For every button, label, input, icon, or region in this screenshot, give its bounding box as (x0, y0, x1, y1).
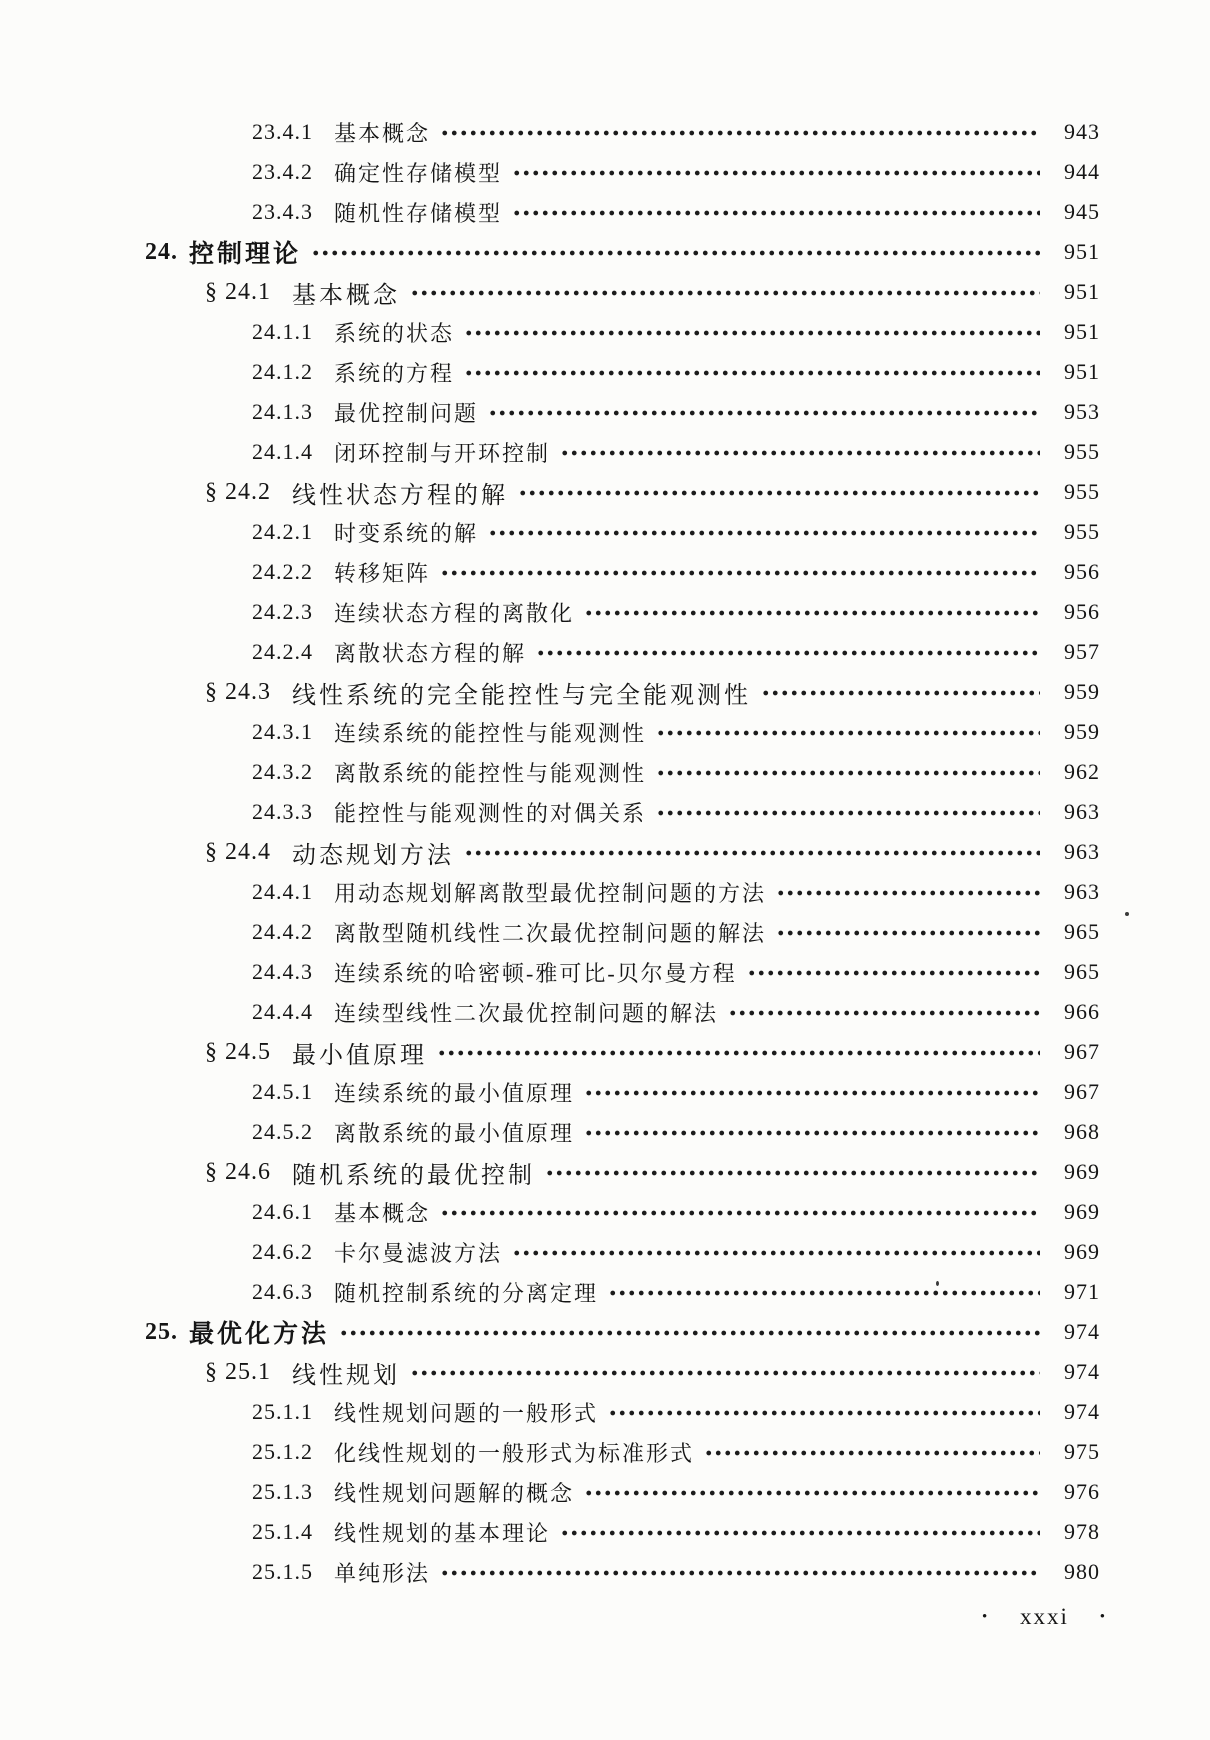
entry-number: 24.6.3 (252, 1279, 313, 1304)
entry-number: § 24.3 (205, 678, 271, 705)
toc-row (0, 912, 1100, 952)
scan-speck (1125, 912, 1129, 916)
toc-row (0, 1392, 1100, 1432)
entry-number: 24.4.2 (252, 919, 313, 944)
entry-number: 25. (145, 1318, 178, 1345)
dot-leader (776, 929, 1040, 937)
entry-title: 确定性存储模型 (334, 160, 503, 186)
dot-leader (560, 1529, 1040, 1537)
entry-page: 943 (1064, 119, 1100, 144)
entry-title: 线性状态方程的解 (292, 482, 508, 509)
dot-leader (464, 849, 1040, 857)
dot-leader (410, 289, 1040, 297)
entry-title: 系统的方程 (334, 360, 455, 386)
toc-row (0, 552, 1100, 592)
entry-page: 967 (1064, 1039, 1100, 1064)
entry-title: 化线性规划的一般形式为标准形式 (334, 1440, 695, 1466)
toc-row (0, 1512, 1100, 1552)
dot-leader (536, 649, 1040, 657)
entry-title: 离散系统的最小值原理 (334, 1120, 575, 1146)
dot-leader (656, 769, 1040, 777)
entry-title: 闭环控制与开环控制 (334, 440, 551, 466)
toc-row (0, 272, 1100, 312)
dot-leader (584, 609, 1040, 617)
entry-page: 980 (1064, 1559, 1100, 1584)
entry-number: § 24.2 (205, 478, 271, 505)
entry-page: 969 (1064, 1239, 1100, 1264)
dot-leader (440, 1209, 1040, 1217)
dot-leader (311, 249, 1040, 257)
toc-row (0, 1432, 1100, 1472)
entry-number: 23.4.1 (252, 119, 313, 144)
entry-title: 最优控制问题 (334, 400, 479, 426)
toc-row (0, 952, 1100, 992)
dot-leader (464, 329, 1040, 337)
toc-row (0, 1352, 1100, 1392)
toc-list (0, 112, 1100, 1592)
entry-number: 24.3.2 (252, 759, 313, 784)
entry-page: 974 (1064, 1399, 1100, 1424)
entry-title: 基本概念 (292, 282, 400, 309)
entry-title: 卡尔曼滤波方法 (334, 1240, 503, 1266)
toc-row (0, 832, 1100, 872)
entry-number: 24.2.2 (252, 559, 313, 584)
entry-number: 24.1.1 (252, 319, 313, 344)
entry-title: 控制理论 (189, 241, 302, 268)
entry-page: 967 (1064, 1079, 1100, 1104)
entry-number: § 25.1 (205, 1358, 271, 1385)
entry-number: 24.4.4 (252, 999, 313, 1024)
entry-page: 956 (1064, 559, 1100, 584)
entry-title: 转移矩阵 (334, 560, 431, 586)
dot-leader (656, 729, 1040, 737)
entry-page: 965 (1064, 919, 1100, 944)
entry-page: 955 (1064, 519, 1100, 544)
entry-page: 969 (1064, 1159, 1100, 1184)
entry-title: 能控性与能观测性的对偶关系 (334, 800, 647, 826)
dot-leader (728, 1009, 1040, 1017)
entry-page: 974 (1064, 1359, 1100, 1384)
dot-leader (339, 1329, 1040, 1337)
toc-row (0, 792, 1100, 832)
entry-page: 951 (1064, 359, 1100, 384)
entry-number: § 24.5 (205, 1038, 271, 1065)
entry-page: 971 (1064, 1279, 1100, 1304)
entry-number: 24.4.1 (252, 879, 313, 904)
entry-number: 24.6.2 (252, 1239, 313, 1264)
entry-number: 24.5.1 (252, 1079, 313, 1104)
entry-page: 959 (1064, 719, 1100, 744)
entry-number: 23.4.3 (252, 199, 313, 224)
dot-leader (437, 1049, 1040, 1057)
entry-title: 基本概念 (334, 1200, 431, 1226)
entry-page: 978 (1064, 1519, 1100, 1544)
dot-leader (560, 449, 1040, 457)
dot-leader (545, 1169, 1040, 1177)
entry-page: 963 (1064, 839, 1100, 864)
entry-title: 用动态规划解离散型最优控制问题的方法 (334, 880, 767, 906)
dot-leader (584, 1489, 1040, 1497)
entry-number: 24.2.1 (252, 519, 313, 544)
dot-leader (747, 969, 1040, 977)
entry-page: 944 (1064, 159, 1100, 184)
entry-title: 线性系统的完全能控性与完全能观测性 (292, 682, 751, 709)
entry-number: 24.1.4 (252, 439, 313, 464)
scan-speck (936, 1281, 939, 1286)
toc-row (0, 1112, 1100, 1152)
toc-row (0, 472, 1100, 512)
toc-row (0, 312, 1100, 352)
entry-number: 24. (145, 238, 178, 265)
entry-title: 连续型线性二次最优控制问题的解法 (334, 1000, 719, 1026)
dot-leader (704, 1449, 1040, 1457)
dot-leader (512, 169, 1040, 177)
entry-title: 最小值原理 (292, 1042, 427, 1069)
toc-row (0, 1192, 1100, 1232)
entry-number: 24.4.3 (252, 959, 313, 984)
dot-leader (761, 689, 1040, 697)
entry-number: 23.4.2 (252, 159, 313, 184)
dot-leader (440, 1569, 1040, 1577)
entry-title: 系统的状态 (334, 320, 455, 346)
entry-number: 24.3.3 (252, 799, 313, 824)
entry-title: 离散状态方程的解 (334, 640, 527, 666)
entry-number: 24.3.1 (252, 719, 313, 744)
folio-left-dot: • (982, 1608, 990, 1625)
dot-leader (512, 1249, 1040, 1257)
toc-row (0, 592, 1100, 632)
entry-title: 连续系统的最小值原理 (334, 1080, 575, 1106)
entry-number: § 24.4 (205, 838, 271, 865)
entry-page: 969 (1064, 1199, 1100, 1224)
dot-leader (440, 569, 1040, 577)
dot-leader (608, 1409, 1040, 1417)
entry-number: 25.1.3 (252, 1479, 313, 1504)
entry-title: 线性规划问题解的概念 (334, 1480, 575, 1506)
toc-row (0, 1272, 1100, 1312)
toc-row (0, 632, 1100, 672)
entry-page: 945 (1064, 199, 1100, 224)
dot-leader (464, 369, 1040, 377)
toc-row (0, 192, 1100, 232)
dot-leader (776, 889, 1040, 897)
entry-title: 连续系统的能控性与能观测性 (334, 720, 647, 746)
dot-leader (512, 209, 1040, 217)
entry-page: 974 (1064, 1319, 1100, 1344)
entry-page: 975 (1064, 1439, 1100, 1464)
toc-row (0, 992, 1100, 1032)
entry-page: 951 (1064, 279, 1100, 304)
entry-number: 24.6.1 (252, 1199, 313, 1224)
entry-page: 953 (1064, 399, 1100, 424)
dot-leader (488, 409, 1040, 417)
entry-page: 957 (1064, 639, 1100, 664)
entry-number: 24.2.4 (252, 639, 313, 664)
dot-leader (410, 1369, 1040, 1377)
toc-row (0, 1032, 1100, 1072)
entry-title: 最优化方法 (189, 1321, 330, 1348)
folio-number: xxxi (1020, 1604, 1069, 1629)
dot-leader (608, 1289, 1040, 1297)
entry-number: 24.1.2 (252, 359, 313, 384)
toc-row (0, 392, 1100, 432)
toc-row (0, 1312, 1100, 1352)
entry-number: 25.1.4 (252, 1519, 313, 1544)
entry-number: 24.5.2 (252, 1119, 313, 1144)
entry-page: 968 (1064, 1119, 1100, 1144)
toc-row (0, 152, 1100, 192)
dot-leader (584, 1129, 1040, 1137)
entry-page: 951 (1064, 239, 1100, 264)
entry-page: 962 (1064, 759, 1100, 784)
dot-leader (488, 529, 1040, 537)
entry-title: 连续系统的哈密顿-雅可比-贝尔曼方程 (334, 960, 737, 986)
entry-page: 959 (1064, 679, 1100, 704)
entry-title: 线性规划 (292, 1362, 400, 1389)
entry-page: 976 (1064, 1479, 1100, 1504)
toc-row (0, 232, 1100, 272)
entry-page: 963 (1064, 799, 1100, 824)
entry-title: 随机性存储模型 (334, 200, 503, 226)
entry-number: § 24.6 (205, 1158, 271, 1185)
entry-number: 25.1.1 (252, 1399, 313, 1424)
entry-number: § 24.1 (205, 278, 271, 305)
entry-number: 25.1.2 (252, 1439, 313, 1464)
toc-row (0, 1232, 1100, 1272)
entry-number: 24.1.3 (252, 399, 313, 424)
entry-page: 966 (1064, 999, 1100, 1024)
folio-right-dot: • (1099, 1608, 1107, 1625)
entry-page: 955 (1064, 439, 1100, 464)
dot-leader (656, 809, 1040, 817)
entry-page: 951 (1064, 319, 1100, 344)
entry-title: 基本概念 (334, 120, 431, 146)
entry-page: 955 (1064, 479, 1100, 504)
toc-row (0, 432, 1100, 472)
entry-title: 线性规划的基本理论 (334, 1520, 551, 1546)
entry-page: 956 (1064, 599, 1100, 624)
entry-title: 单纯形法 (334, 1560, 431, 1586)
toc-row (0, 512, 1100, 552)
toc-row (0, 712, 1100, 752)
dot-leader (584, 1089, 1040, 1097)
toc-row (0, 1552, 1100, 1592)
entry-title: 随机控制系统的分离定理 (334, 1280, 599, 1306)
toc-row (0, 672, 1100, 712)
entry-title: 离散系统的能控性与能观测性 (334, 760, 647, 786)
toc-row (0, 1072, 1100, 1112)
toc-row (0, 1152, 1100, 1192)
entry-title: 动态规划方法 (292, 842, 454, 869)
toc-row (0, 1472, 1100, 1512)
entry-title: 离散型随机线性二次最优控制问题的解法 (334, 920, 767, 946)
dot-leader (440, 129, 1040, 137)
toc-row (0, 352, 1100, 392)
toc-row (0, 752, 1100, 792)
entry-page: 965 (1064, 959, 1100, 984)
entry-title: 线性规划问题的一般形式 (334, 1400, 599, 1426)
entry-page: 963 (1064, 879, 1100, 904)
toc-row (0, 872, 1100, 912)
entry-title: 随机系统的最优控制 (292, 1162, 535, 1189)
entry-title: 连续状态方程的离散化 (334, 600, 575, 626)
toc-row (0, 112, 1100, 152)
entry-title: 时变系统的解 (334, 520, 479, 546)
dot-leader (518, 489, 1040, 497)
entry-number: 24.2.3 (252, 599, 313, 624)
page-folio (982, 1602, 1107, 1632)
entry-number: 25.1.5 (252, 1559, 313, 1584)
